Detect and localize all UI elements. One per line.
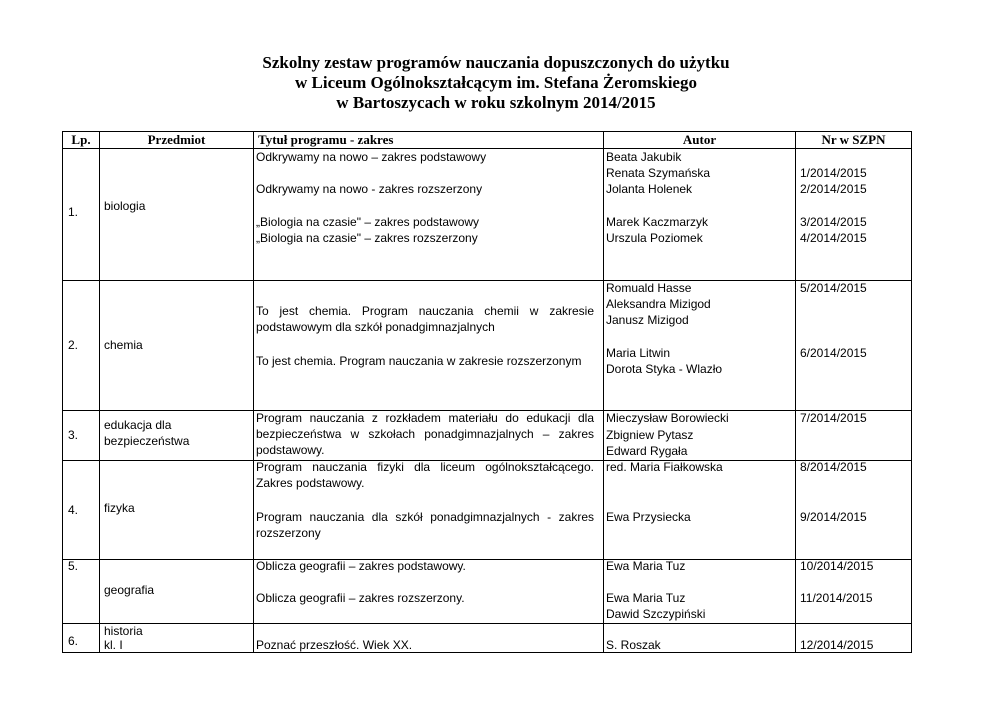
header-author: Autor — [682, 132, 717, 147]
row-2-program: To jest chemia. Program nauczania chemii w zakresie podstawowym dla szkół ponadgimnazjalnych — [256, 304, 594, 334]
row-5-author: Ewa Maria Tuz — [606, 591, 686, 605]
row-2-program: To jest chemia. Program nauczania w zakresie rozszerzonym — [256, 354, 582, 368]
row-1-program: „Biologia na czasie" – zakres rozszerzony — [256, 231, 478, 245]
programs-table — [62, 131, 912, 653]
header-subject: Przedmiot — [147, 132, 206, 147]
row-4-author: red. Maria Fiałkowska — [606, 460, 723, 474]
row-2-number: 6/2014/2015 — [800, 346, 867, 360]
row-6-subject: historia — [104, 624, 143, 638]
row-3-subject: edukacja dla — [104, 418, 172, 432]
row-divider — [62, 623, 912, 624]
row-1-number: 4/2014/2015 — [800, 231, 867, 245]
row-divider — [62, 280, 912, 281]
column-divider — [795, 131, 796, 653]
row-2-author: Maria Litwin — [606, 346, 671, 360]
header-program-title: Tytuł programu - zakres — [258, 132, 394, 147]
row-1-author: Marek Kaczmarzyk — [606, 215, 709, 229]
row-1-lp: 1. — [68, 205, 79, 219]
row-1-number: 2/2014/2015 — [800, 182, 867, 196]
column-divider — [253, 131, 254, 653]
row-2-number: 5/2014/2015 — [800, 281, 867, 295]
column-divider — [603, 131, 604, 653]
row-4-number: 9/2014/2015 — [800, 510, 867, 524]
row-4-subject: fizyka — [104, 501, 135, 515]
row-5-number: 11/2014/2015 — [800, 591, 873, 605]
row-4-author: Ewa Przysiecka — [606, 510, 691, 524]
row-5-author: Dawid Szczypiński — [606, 607, 706, 621]
row-2-subject: chemia — [104, 338, 143, 352]
document-title-line-1: Szkolny zestaw programów nauczania dopuszczonych do użytku — [262, 53, 730, 72]
row-4-number: 8/2014/2015 — [800, 460, 867, 474]
row-1-author: Renata Szymańska — [606, 166, 711, 180]
row-1-program: Odkrywamy na nowo – zakres podstawowy — [256, 150, 487, 164]
row-6-number: 12/2014/2015 — [800, 638, 874, 652]
row-1-author: Beata Jakubik — [606, 150, 682, 164]
header-szpn-number: Nr w SZPN — [821, 132, 886, 147]
row-5-author: Ewa Maria Tuz — [606, 559, 686, 573]
row-divider — [62, 559, 912, 560]
row-5-program: Oblicza geografii – zakres rozszerzony. — [256, 591, 465, 605]
row-2-author: Dorota Styka - Wlazło — [606, 362, 723, 376]
row-5-subject: geografia — [104, 583, 155, 597]
row-2-author: Aleksandra Mizigod — [606, 297, 711, 311]
row-3-number: 7/2014/2015 — [800, 411, 867, 425]
row-3-author: Zbigniew Pytasz — [606, 428, 694, 442]
row-3-subject: bezpieczeństwa — [104, 434, 190, 448]
column-divider — [99, 131, 100, 653]
row-2-lp: 2. — [68, 338, 79, 352]
row-5-lp: 5. — [68, 559, 79, 573]
header-lp: Lp. — [71, 132, 91, 147]
row-6-subject: kl. I — [104, 638, 123, 652]
row-1-author: Jolanta Holenek — [606, 182, 693, 196]
row-2-author: Janusz Mizigod — [606, 313, 689, 327]
row-5-program: Oblicza geografii – zakres podstawowy. — [256, 559, 466, 573]
row-5-number: 10/2014/2015 — [800, 559, 874, 573]
row-1-program: „Biologia na czasie" – zakres podstawowy — [256, 215, 480, 229]
row-2-author: Romuald Hasse — [606, 281, 692, 295]
row-6-program: Poznać przeszłość. Wiek XX. — [256, 638, 413, 652]
document-title-line-3: w Bartoszycach w roku szkolnym 2014/2015 — [336, 93, 656, 112]
row-6-author: S. Roszak — [606, 638, 661, 652]
row-3-author: Mieczysław Borowiecki — [606, 411, 729, 425]
row-3-author: Edward Rygała — [606, 444, 688, 458]
row-1-subject: biologia — [104, 199, 146, 213]
row-4-program: Program nauczania dla szkół ponadgimnazjalnych - zakres rozszerzony — [256, 510, 594, 540]
row-1-author: Urszula Poziomek — [606, 231, 703, 245]
row-1-number: 3/2014/2015 — [800, 215, 867, 229]
row-1-number: 1/2014/2015 — [800, 166, 867, 180]
table-border — [62, 131, 912, 653]
row-1-program: Odkrywamy na nowo - zakres rozszerzony — [256, 182, 483, 196]
row-3-program: Program nauczania z rozkładem materiału do edukacji dla bezpieczeństwa w szkołach ponadgimnazjalnych – zakres podstawowy. — [256, 411, 594, 457]
row-divider — [62, 148, 912, 149]
row-4-lp: 4. — [68, 503, 79, 517]
row-6-lp: 6. — [68, 634, 79, 648]
row-3-lp: 3. — [68, 428, 79, 442]
document-title-line-2: w Liceum Ogólnokształcącym im. Stefana Żeromskiego — [295, 73, 697, 92]
row-4-program: Program nauczania fizyki dla liceum ogólnokształcącego. Zakres podstawowy. — [256, 460, 594, 490]
